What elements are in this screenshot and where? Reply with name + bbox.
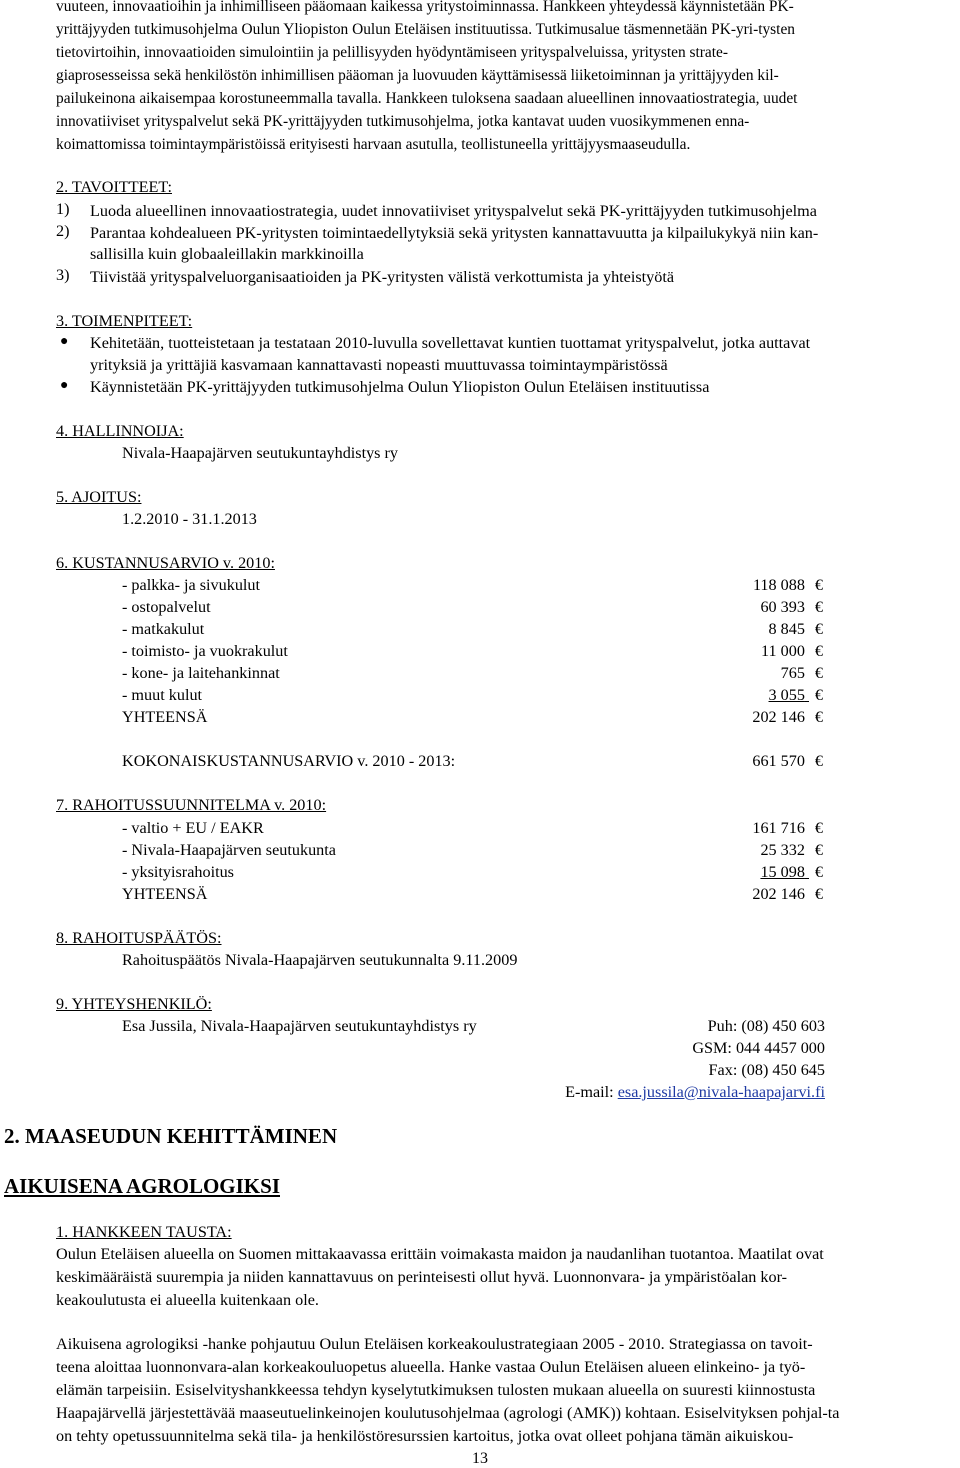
budget-total-value: 202 146 € <box>752 708 823 726</box>
intro-line-1: vuuteen, innovaatioihin ja inhimilliseen pääomaan kaikessa yritystoiminnassa. Hankkeen yhteydessä käynnistetään PK- <box>56 0 794 15</box>
action-1-text: Kehitetään, tuotteistetaan ja testataan 2010-luvulla sovellettavat kuntien tuottamat yrityspalvelut, jotka auttavat <box>90 334 811 352</box>
intro-line-4: giaprosesseissa sekä henkilöstön inhimillisen pääoman ja luovuuden käyttämisessä liiketoiminnan ja yrittäjyyden kil- <box>56 67 779 84</box>
section-goals-title: 2. TAVOITTEET: <box>56 178 172 196</box>
intro-line-6: innovatiiviset yrityspalvelut sekä PK-yrittäjyyden tutkimusohjelma, jotka kantavat uuden vuosikymmenen enna- <box>56 113 750 130</box>
section-schedule-title: 5. AJOITUS: <box>56 488 142 506</box>
section-contact-title: 9. YHTEYSHENKILÖ: <box>56 995 212 1013</box>
funding-row-value: 161 716 € <box>752 819 823 837</box>
background-p2-line-3: elämän tarpeisiin. Esiselvityshankkeessa tehdyn kyselytutkimuksen tulosten mukaan alueella on suuresti kiinnostusta <box>56 1381 816 1399</box>
budget-row-label: - ostopalvelut <box>122 598 211 616</box>
budget-row-value: 3 055 € <box>768 686 823 704</box>
budget-row-label: - toimisto- ja vuokrakulut <box>122 642 288 660</box>
intro-line-5: pailukeinona aikaisempaa korostuneemmalla tavalla. Hankkeen tuloksena saadaan alueellinen innovaatiostrategia, uudet <box>56 90 798 107</box>
funding-row-value: 15 098 € <box>760 863 823 881</box>
goal-2-text: Parantaa kohdealueen PK-yritysten toimintaedellytyksiä sekä yritysten kannattavuutta ja kilpailukykyä niin kan- <box>90 224 819 242</box>
goal-2-text-cont: sallisilla kuin globaaleillakin markkinoilla <box>90 245 364 263</box>
funding-total-value: 202 146 € <box>752 885 823 903</box>
section-funding-title: 7. RAHOITUSSUUNNITELMA v. 2010: <box>56 796 327 814</box>
bullet-icon: ● <box>60 378 69 393</box>
budget-row-label: - matkakulut <box>122 620 205 638</box>
background-p2-line-2: teena aloittaa luonnonvara-alan korkeakouluopetus alueella. Hanke vastaa Oulun Eteläisen alueen elinkeino- ja työ- <box>56 1358 806 1376</box>
budget-row-value: 8 845 € <box>768 620 823 638</box>
admin-value: Nivala-Haapajärven seutukuntayhdistys ry <box>122 444 399 462</box>
overall-budget-value: 661 570 € <box>752 752 823 770</box>
section-background-title: 1. HANKKEEN TAUSTA: <box>56 1223 232 1241</box>
bullet-icon: ● <box>60 334 69 349</box>
contact-email-link[interactable]: esa.jussila@nivala-haapajarvi.fi <box>617 1083 825 1101</box>
action-2-text: Käynnistetään PK-yrittäjyyden tutkimusohjelma Oulun Yliopiston Oulun Eteläisen instituutissa <box>90 378 710 396</box>
budget-row-value: 765 € <box>780 664 823 682</box>
budget-row-value: 60 393 € <box>760 598 823 616</box>
funding-row-label: - valtio + EU / EAKR <box>122 819 264 837</box>
background-p2-line-5: on tehty opetussuunnitelma sekä tila- ja henkilöstöresurssien kartoitus, jotka ovat olleet pohjana tämän aikuiskou- <box>56 1427 794 1445</box>
goal-1-number: 1) <box>56 200 70 218</box>
contact-email-label: E-mail: <box>565 1083 618 1101</box>
intro-line-2: yrittäjyyden tutkimusohjelma Oulun Yliopiston Oulun Eteläisen instituutissa. Tutkimusalue täsmennetään PK-yri-tysten <box>56 21 795 38</box>
part-subheading: AIKUISENA AGROLOGIKSI <box>4 1174 280 1198</box>
budget-row-label: - kone- ja laitehankinnat <box>122 664 280 682</box>
funding-row-label: - yksityisrahoitus <box>122 863 234 881</box>
budget-row-value: 11 000 € <box>761 642 823 660</box>
section-budget-title: 6. KUSTANNUSARVIO v. 2010: <box>56 554 275 572</box>
funding-total-label: YHTEENSÄ <box>122 885 208 903</box>
contact-fax: Fax: (08) 450 645 <box>708 1061 825 1079</box>
page-number: 13 <box>472 1450 488 1467</box>
part-heading: 2. MAASEUDUN KEHITTÄMINEN <box>4 1124 338 1148</box>
background-p1-line-1: Oulun Eteläisen alueella on Suomen mittakaavassa erittäin voimakasta maidon ja naudanlihan tuotantoa. Maatilat ovat <box>56 1245 824 1263</box>
budget-row-value: 118 088 € <box>752 576 823 594</box>
decision-value: Rahoituspäätös Nivala-Haapajärven seutukunnalta 9.11.2009 <box>122 951 518 969</box>
budget-row-label: - muut kulut <box>122 686 203 704</box>
section-decision-title: 8. RAHOITUSPÄÄTÖS: <box>56 929 222 947</box>
background-p2-line-1: Aikuisena agrologiksi -hanke pohjautuu Oulun Eteläisen korkeakoulustrategiaan 2005 - 2010. Strategiassa on tavoit- <box>56 1335 813 1353</box>
contact-phone: Puh: (08) 450 603 <box>707 1017 825 1035</box>
contact-gsm: GSM: 044 4457 000 <box>692 1039 825 1057</box>
section-admin-title: 4. HALLINNOIJA: <box>56 422 184 440</box>
background-p2-line-4: Haapajärvellä järjestettävää maaseutuelinkeinojen koulutusohjelmaa (agrologi (AMK)) kohtaan. Esiselvityksen pohjal-ta <box>56 1404 840 1422</box>
intro-line-3: tietovirtoihin, innovaatioiden simulointiin ja pelillisyyden hyödyntämiseen yrityspalveluissa, yritysten strate- <box>56 44 728 61</box>
overall-budget-label: KOKONAISKUSTANNUSARVIO v. 2010 - 2013: <box>122 752 456 770</box>
schedule-value: 1.2.2010 - 31.1.2013 <box>122 510 257 528</box>
goal-3-number: 3) <box>56 266 70 284</box>
contact-email-row <box>565 1081 825 1103</box>
intro-line-7: koimattomissa toimintaympäristöissä erityisesti harvaan asutulla, teollistuneella yrittäjyysmaaseudulla. <box>56 136 691 153</box>
budget-total-label: YHTEENSÄ <box>122 708 208 726</box>
background-p1-line-2: keskimääräistä suurempia ja niiden kannattavuus on perinteisesti ollut hyvä. Luonnonvara- ja ympäristöalan kor- <box>56 1268 788 1286</box>
funding-row-value: 25 332 € <box>760 841 823 859</box>
goal-1-text: Luoda alueellinen innovaatiostrategia, uudet innovatiiviset yrityspalvelut sekä PK-yrittäjyyden tutkimusohjelma <box>90 202 817 220</box>
goal-2-number: 2) <box>56 222 70 240</box>
goal-3-text: Tiivistää yrityspalveluorganisaatioiden ja PK-yritysten välistä verkottumista ja yhteistyötä <box>90 268 675 286</box>
action-1-text-cont: yrityksiä ja yrittäjiä kasvamaan kannattavasti nopeasti muuttuvassa toimintaympäristössä <box>90 356 668 374</box>
funding-row-label: - Nivala-Haapajärven seutukunta <box>122 841 336 859</box>
contact-name: Esa Jussila, Nivala-Haapajärven seutukuntayhdistys ry <box>122 1017 477 1035</box>
section-actions-title: 3. TOIMENPITEET: <box>56 312 193 330</box>
background-p1-line-3: keakoulutusta ei alueella kuitenkaan ole. <box>56 1291 319 1309</box>
budget-row-label: - palkka- ja sivukulut <box>122 576 261 594</box>
